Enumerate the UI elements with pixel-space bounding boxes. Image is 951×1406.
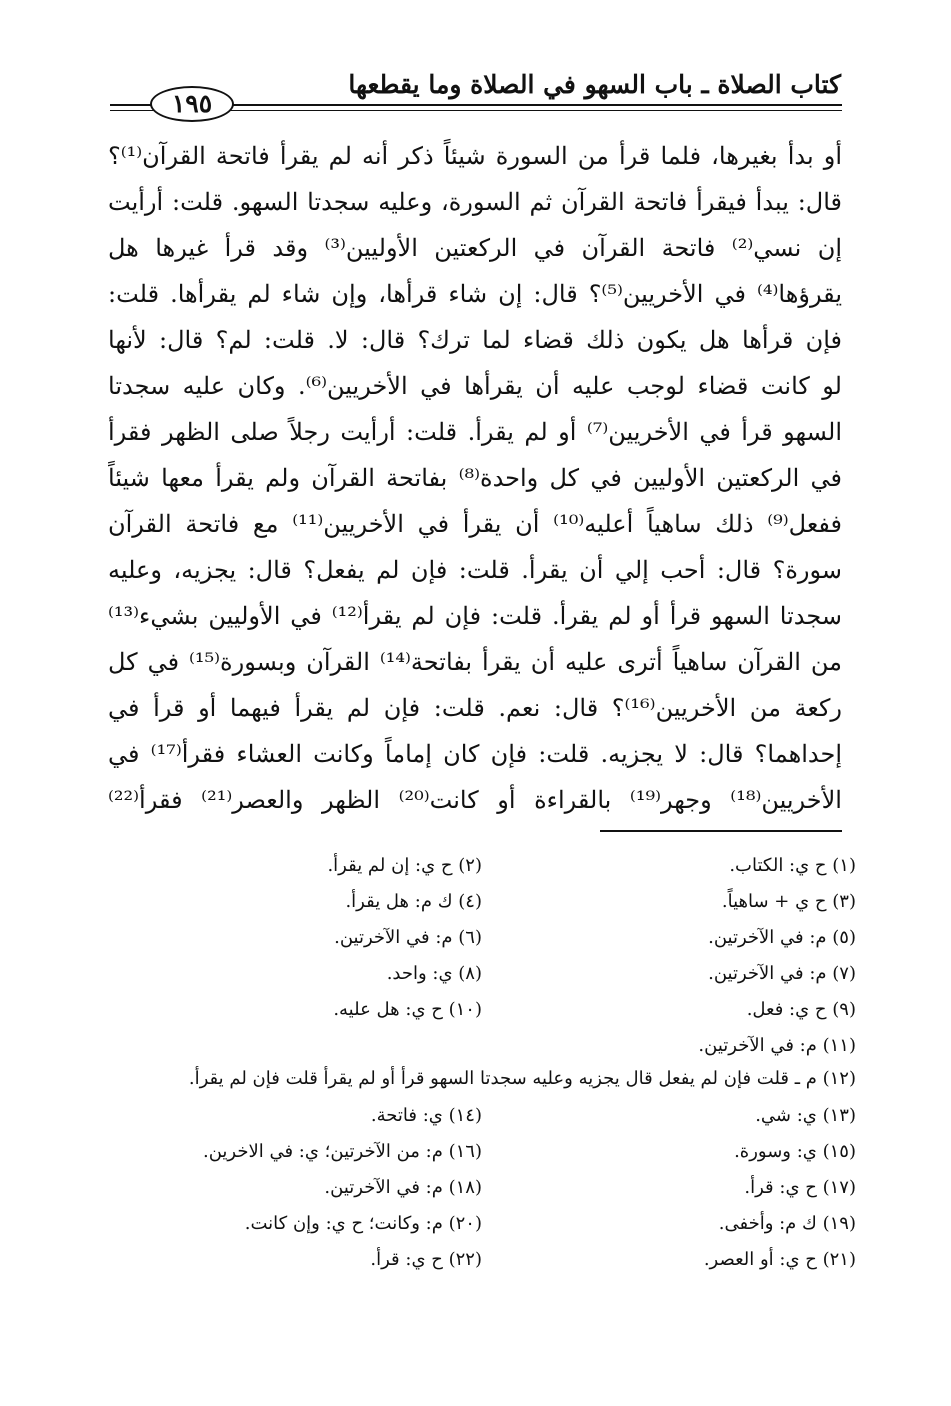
text-line: فإن قرأها هل يكون ذلك قضاء لما ترك؟ قال: لا. قلت: لم؟ قال: لأنها	[108, 326, 842, 354]
footnote-row	[108, 884, 856, 920]
footnote: (١٠) ح ي: هل عليه.	[333, 999, 482, 1020]
footnote: (٣) ح ي + ساهياً.	[721, 891, 856, 912]
page-number: ١٩٥	[150, 86, 234, 122]
footnote-row	[108, 1028, 856, 1064]
footnote: (٢٢) ح ي: قرأ.	[370, 1249, 482, 1270]
footnote: (٢٠) م: وكانت؛ ح ي: وإن كانت.	[244, 1213, 482, 1234]
footnote: (١٩) ك م: وأخفى.	[718, 1213, 856, 1234]
footnote: (١٥) ي: وسورة.	[734, 1141, 856, 1162]
footnote: (٧) م: في الآخرتين.	[708, 963, 856, 984]
footnote: (١٨) م: في الآخرتين.	[324, 1177, 482, 1198]
text-line: ففعل⁽⁹⁾ ذلك ساهياً أعليه⁽¹⁰⁾ أن يقرأ في الأخريين⁽¹¹⁾ مع فاتحة القرآن	[108, 510, 842, 538]
footnote-row	[108, 1206, 856, 1242]
footnote-row	[108, 920, 856, 956]
footnote-row	[108, 992, 856, 1028]
main-text	[108, 133, 842, 823]
text-line: الأخريين⁽¹⁸⁾ وجهر⁽¹⁹⁾ بالقراءة أو كانت⁽²⁰⁾ الظهر والعصر⁽²¹⁾ فقرأ⁽²²⁾	[108, 786, 842, 814]
footnote-row	[108, 956, 856, 992]
footnote: (١٤) ي: فاتحة.	[370, 1105, 482, 1126]
footnote-row	[108, 1134, 856, 1170]
text-line: ركعة من الأخريين⁽¹⁶⁾؟ قال: نعم. قلت: فإن لم يقرأ فيهما أو قرأ في	[108, 694, 842, 722]
footnote-row	[108, 1170, 856, 1206]
running-title: كتاب الصلاة ـ باب السهو في الصلاة وما يقطعها	[348, 70, 841, 99]
footnote: (١٦) م: من الآخرتين؛ ي: في الاخرين.	[203, 1141, 482, 1162]
footnote: (٨) ي: واحد.	[386, 963, 482, 984]
footnote: (٤) ك م: هل يقرأ.	[345, 891, 482, 912]
text-line: سورة؟ قال: أحب إلي أن يقرأ. قلت: فإن لم يفعل؟ قال: يجزيه، وعليه	[108, 556, 842, 584]
footnotes	[108, 848, 856, 1278]
footnote: (٢١) ح ي: أو العصر.	[703, 1249, 856, 1270]
footnote: (٥) م: في الآخرتين.	[708, 927, 856, 948]
footnote: (١٣) ي: شي.	[755, 1105, 856, 1126]
footnote: (٩) ح ي: فعل.	[746, 999, 856, 1020]
footnote: (١٢) م ـ قلت فإن لم يفعل قال يجزيه وعليه سجدتا السهو قرأ أو لم يقرأ قلت فإن لم يقرأ.	[188, 1068, 856, 1089]
footnote-row	[108, 848, 856, 884]
footnote-row	[108, 1064, 856, 1094]
footnote: (١١) م: في الآخرتين.	[698, 1035, 856, 1056]
text-line: سجدتا السهو قرأ أو لم يقرأ. قلت: فإن لم يقرأ⁽¹²⁾ في الأوليين بشيء⁽¹³⁾	[108, 602, 842, 630]
text-line: أو بدأ بغيرها، فلما قرأ من السورة شيئاً ذكر أنه لم يقرأ فاتحة القرآن⁽¹⁾؟	[108, 142, 842, 170]
text-line: قال: يبدأ فيقرأ فاتحة القرآن ثم السورة، وعليه سجدتا السهو. قلت: أرأيت	[108, 188, 842, 216]
text-line: من القرآن ساهياً أترى عليه أن يقرأ بفاتحة⁽¹⁴⁾ القرآن وبسورة⁽¹⁵⁾ في كل	[108, 648, 842, 676]
footnote: (٦) م: في الآخرتين.	[334, 927, 482, 948]
text-line: في الركعتين الأوليين في كل واحدة⁽⁸⁾ بفاتحة القرآن ولم يقرأ معها شيئاً	[108, 464, 842, 492]
text-line: يقرؤها⁽⁴⁾ في الأخريين⁽⁵⁾؟ قال: إن شاء قرأها، وإن شاء لم يقرأها. قلت:	[108, 280, 842, 308]
text-line: لو كانت قضاء لوجب عليه أن يقرأها في الأخريين⁽⁶⁾. وكان عليه سجدتا	[108, 372, 842, 400]
footnote: (٢) ح ي: إن لم يقرأ.	[327, 855, 482, 876]
text-line: إن نسي⁽²⁾ فاتحة القرآن في الركعتين الأوليين⁽³⁾ وقد قرأ غيرها هل	[108, 234, 842, 262]
text-line: إحداهما؟ قال: لا يجزيه. قلت: فإن كان إماماً وكانت العشاء فقرأ⁽¹⁷⁾ في	[108, 740, 842, 768]
footnote: (١) ح ي: الكتاب.	[729, 855, 856, 876]
footnote: (١٧) ح ي: قرأ.	[744, 1177, 856, 1198]
footnote-row	[108, 1242, 856, 1278]
footnote-row	[108, 1098, 856, 1134]
footnote-separator	[600, 830, 842, 832]
text-line: السهو قرأ في الأخريين⁽⁷⁾ أو لم يقرأ. قلت: أرأيت رجلاً صلى الظهر فقرأ	[108, 418, 842, 446]
